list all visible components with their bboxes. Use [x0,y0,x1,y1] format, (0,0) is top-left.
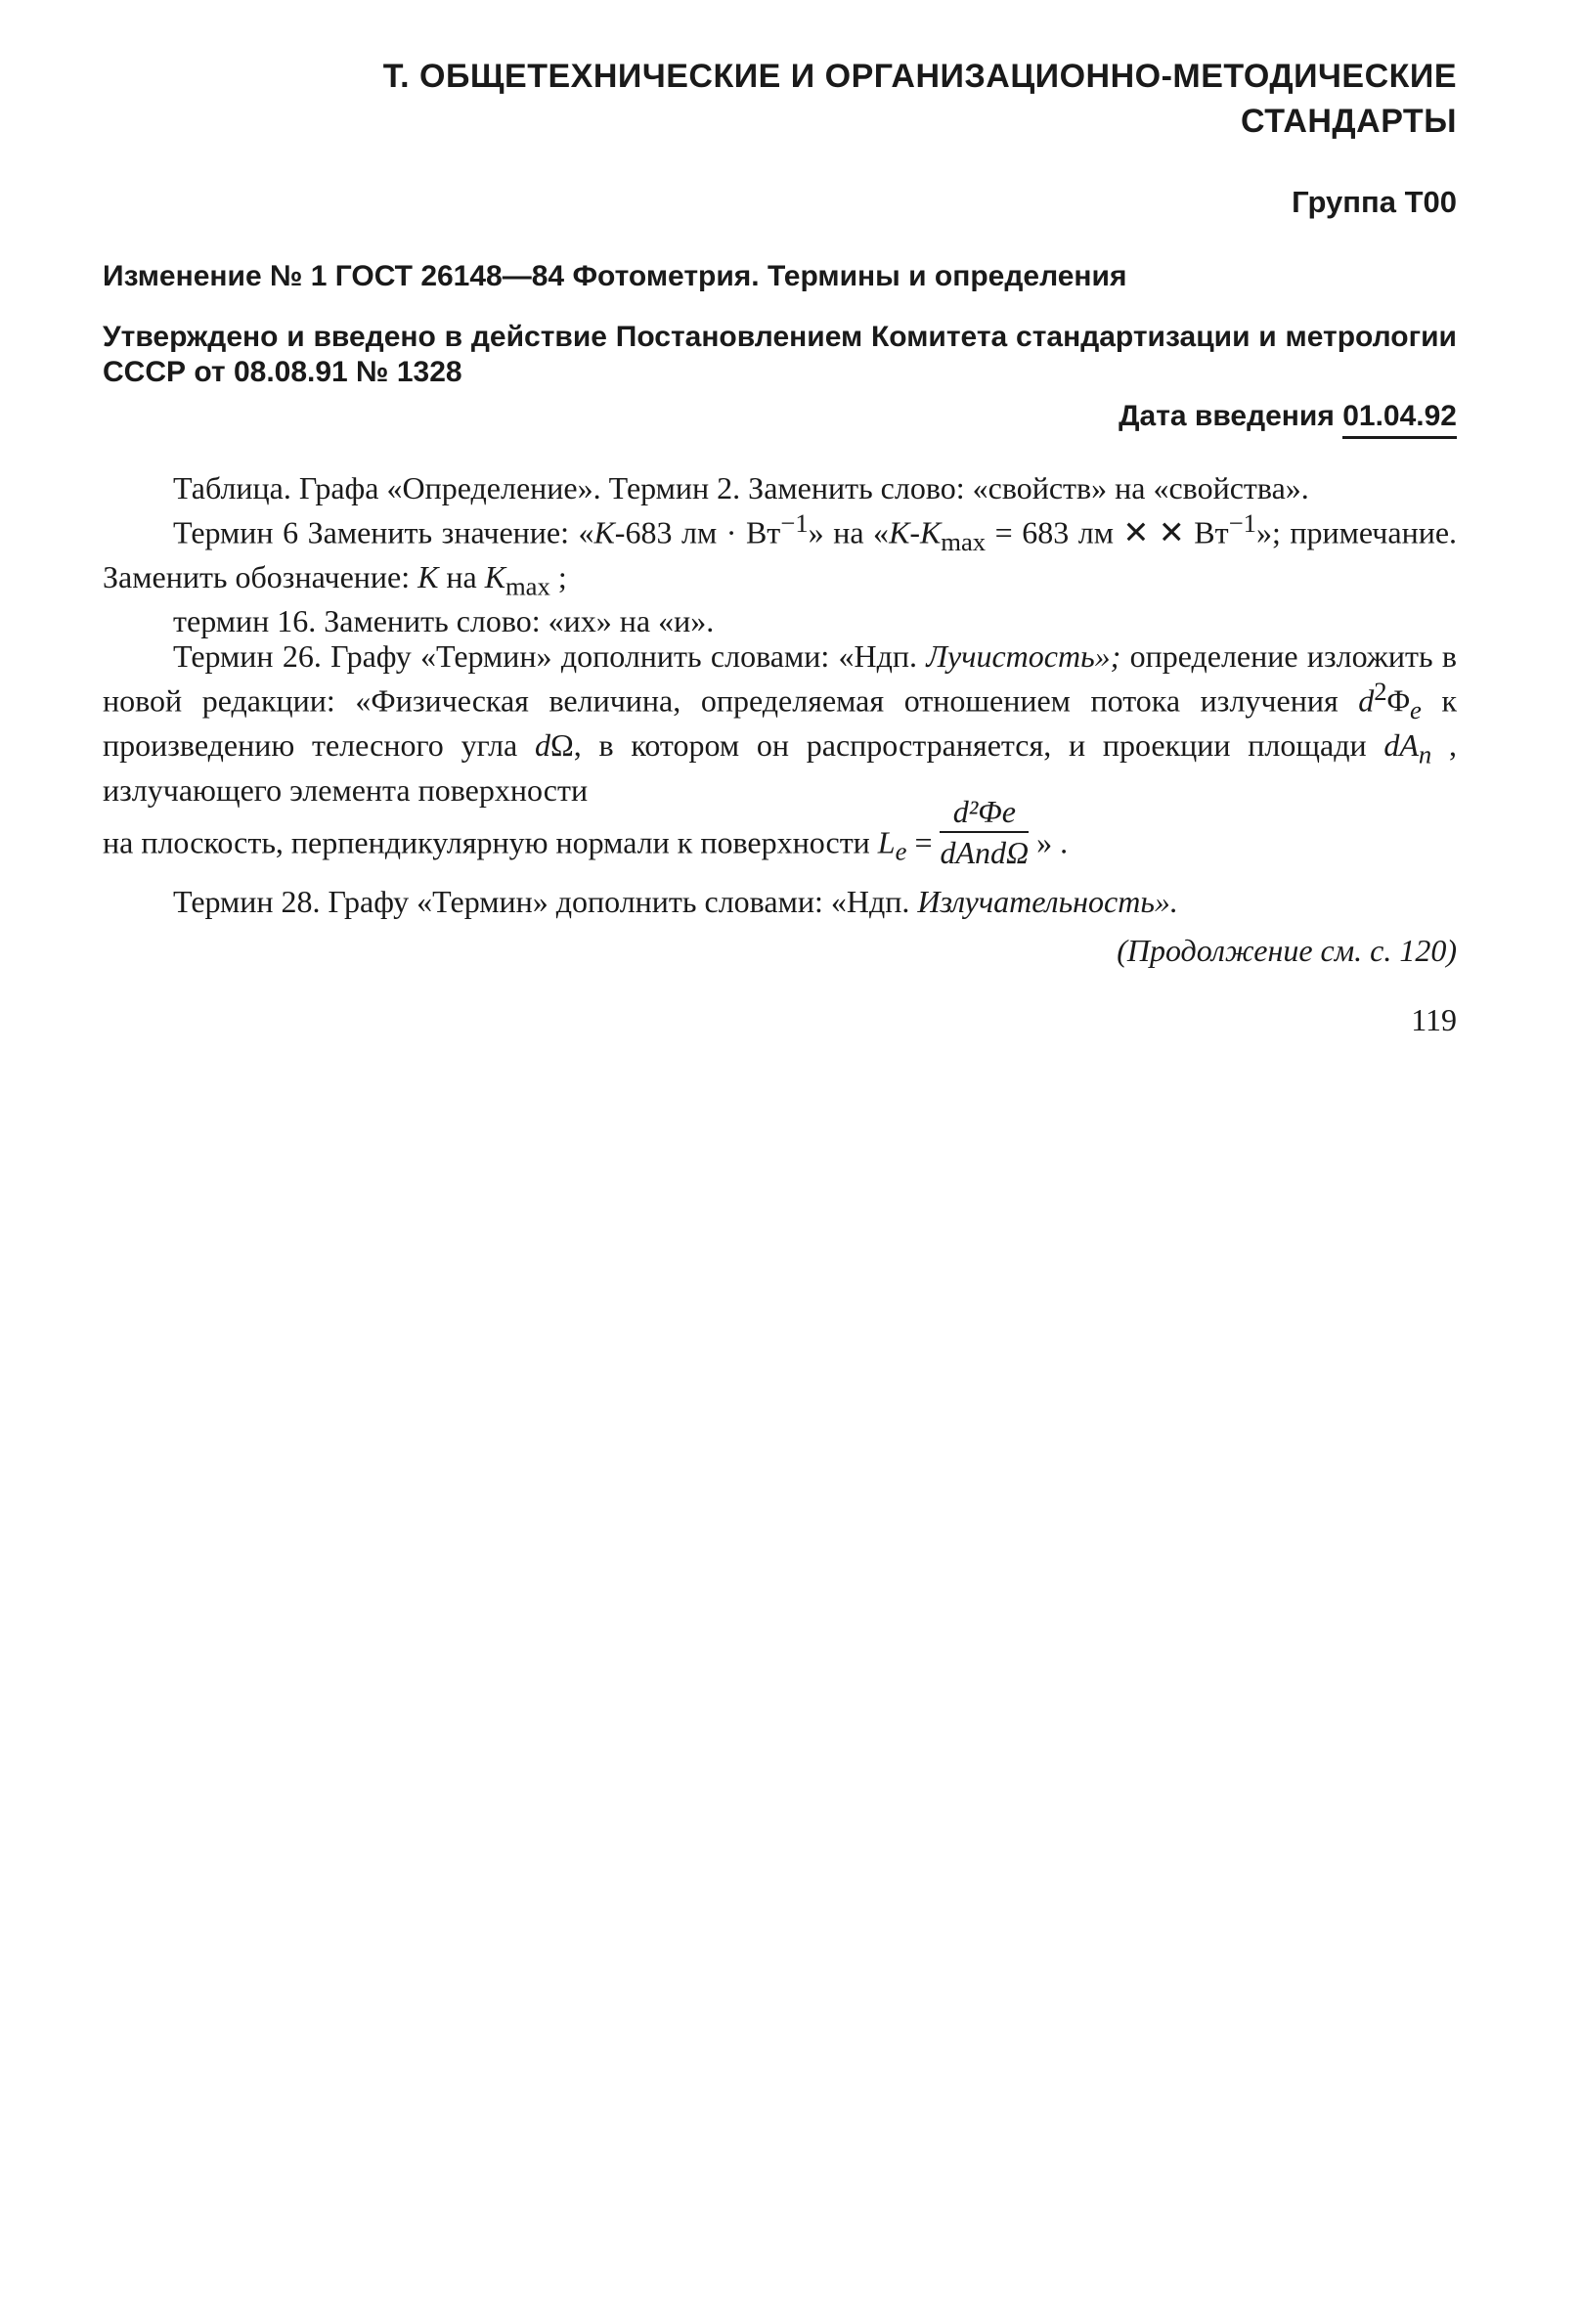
approval-statement: Утверждено и введено в действие Постановлением Комитета стандартизации и метрологии СССР от 08.08.91 № 1328 [103,321,1457,388]
luminance-fraction [940,794,1029,870]
paragraph-term-6: Термин 6 Заменить значение: «К-683 лм · $Вт^{-1}$» на «$К-К_{max} = 683$ лм ✕ ✕ $Вт^{-1}$»; примечание. Заменить обозначение: К на $К_{max}$ ; [103,508,1458,601]
effective-date-value: 01.04.92 [1342,400,1457,439]
section-heading-line1: Т. ОБЩЕТЕХНИЧЕСКИЕ И ОРГАНИЗАЦИОННО-МЕТОДИЧЕСКИЕ [382,58,1457,95]
fraction-numerator: d²Φe [940,794,1029,833]
paragraph-term-16: термин 16. Заменить слово: «их» на «и». [173,603,715,639]
fraction-denominator: dAndΩ [940,834,1030,870]
effective-date-label: Дата введения [1119,400,1343,432]
section-heading-line2: СТАНДАРТЫ [1240,103,1457,140]
section-heading [103,54,1457,144]
paragraph-luminance-formula: на плоскость, перпендикулярную нормали к поверхности $L_e$ = $\frac{\text{d²Φe}}{\text{dAndΩ}}$ » . [103,793,1069,870]
continuation-note: (Продолжение см. с. 120) [1117,932,1457,968]
page-number: 119 [1411,1001,1457,1037]
paragraph-term-2: Таблица. Графа «Определение». Термин 2. Заменить слово: «свойств» на «свойства». [173,470,1309,505]
amendment-title: Изменение № 1 ГОСТ 26148—84 Фотометрия. Термины и определения [103,260,1127,292]
amendment-body [103,470,1457,919]
group-label: Группа Т00 [1292,185,1457,219]
effective-date [103,400,1457,433]
document-page [103,54,1457,1038]
paragraph-term-26: Термин 26. Графу «Термин» дополнить словами: «Ндп. Лучистость»; определение изложить в новой редакции: «Физическая величина, определяемая отношением потока излучения $d^2\Phi_e$ к произведению телесного угла dΩ, в котором он распространяется, и проекции площади $dA_n$ , излучающего элемента поверхности [103,638,1458,808]
paragraph-term-28: Термин 28. Графу «Термин» дополнить словами: «Ндп. Излучательность». [173,883,1178,919]
